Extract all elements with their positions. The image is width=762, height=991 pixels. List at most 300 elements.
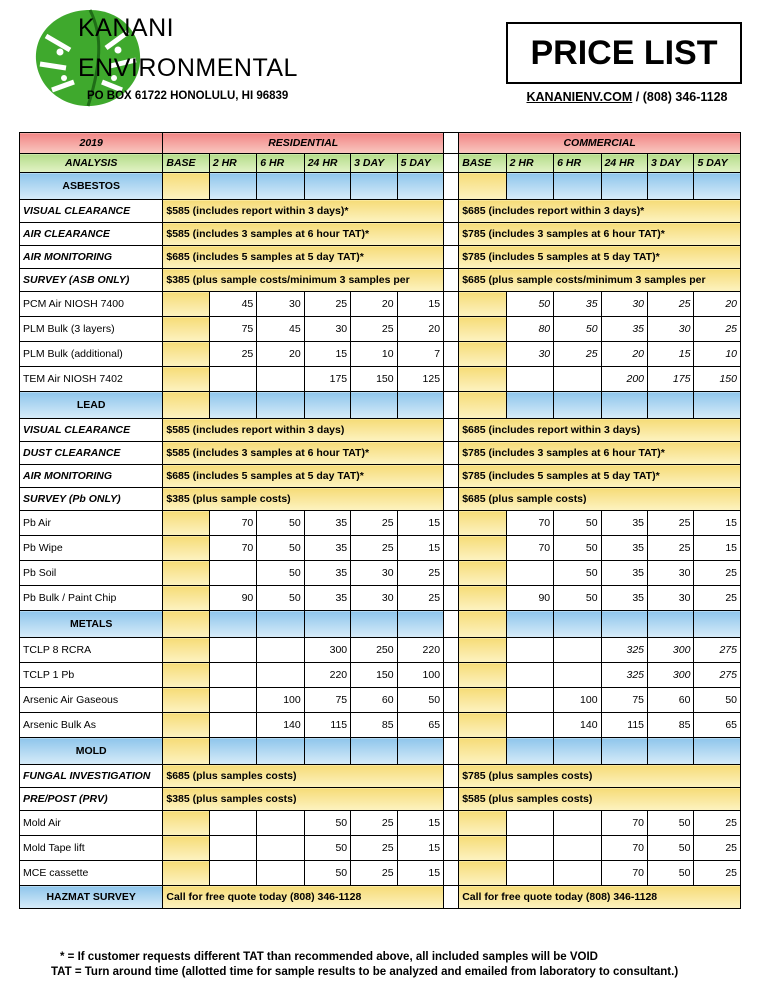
commercial-price-cell: 50 — [694, 688, 741, 713]
price-table-body — [20, 133, 741, 909]
commercial-service-price: $585 (plus samples costs) — [459, 788, 741, 811]
gap-cell — [444, 154, 459, 173]
residential-price-cell — [209, 663, 256, 688]
commercial-price-cell: 325 — [601, 663, 647, 688]
section-res-cell — [209, 392, 256, 419]
residential-price-cell: 30 — [351, 561, 397, 586]
section-res-cell — [304, 173, 350, 200]
section-row — [20, 611, 741, 638]
section-com-cell — [694, 392, 741, 419]
gap-cell — [444, 173, 459, 200]
commercial-price-cell: 115 — [601, 713, 647, 738]
commercial-price-cell: 10 — [694, 342, 741, 367]
section-com-cell — [694, 611, 741, 638]
com-column-header: 5 DAY — [694, 154, 741, 173]
residential-price-cell — [163, 292, 209, 317]
residential-price-cell: 60 — [351, 688, 397, 713]
commercial-price-cell: 25 — [694, 317, 741, 342]
gap-cell — [444, 611, 459, 638]
commercial-price-cell: 100 — [554, 688, 601, 713]
commercial-header: COMMERCIAL — [459, 133, 741, 154]
residential-price-cell — [163, 536, 209, 561]
residential-price-cell: 50 — [304, 836, 350, 861]
commercial-price-cell: 30 — [648, 586, 694, 611]
section-res-cell — [209, 738, 256, 765]
residential-service-price: $585 (includes report within 3 days)* — [163, 200, 444, 223]
commercial-price-cell — [506, 836, 553, 861]
gap-cell — [444, 788, 459, 811]
commercial-price-cell — [459, 638, 506, 663]
gap-cell — [444, 765, 459, 788]
service-row — [20, 488, 741, 511]
commercial-price-cell — [459, 317, 506, 342]
gap-cell — [444, 638, 459, 663]
residential-price-cell: 30 — [257, 292, 304, 317]
website-link[interactable]: KANANIENV.COM — [526, 90, 633, 104]
commercial-price-cell — [459, 663, 506, 688]
section-res-cell — [163, 611, 209, 638]
commercial-price-cell: 20 — [601, 342, 647, 367]
residential-price-cell: 15 — [397, 836, 443, 861]
section-com-cell — [506, 611, 553, 638]
page-title: PRICE LIST — [506, 22, 742, 84]
contact-separator: / — [632, 90, 643, 104]
gap-cell — [444, 861, 459, 886]
item-name: MCE cassette — [20, 861, 163, 886]
commercial-price-cell: 35 — [601, 511, 647, 536]
commercial-price-cell: 85 — [648, 713, 694, 738]
commercial-price-cell: 25 — [648, 536, 694, 561]
service-row — [20, 788, 741, 811]
residential-price-cell — [257, 811, 304, 836]
section-com-cell — [459, 738, 506, 765]
residential-price-cell: 35 — [304, 586, 350, 611]
section-com-cell — [506, 173, 553, 200]
gap-cell — [444, 200, 459, 223]
residential-price-cell: 25 — [351, 861, 397, 886]
residential-service-price: $685 (plus samples costs) — [163, 765, 444, 788]
residential-price-cell: 125 — [397, 367, 443, 392]
section-res-cell — [351, 611, 397, 638]
residential-price-cell: 25 — [397, 586, 443, 611]
residential-price-cell: 75 — [209, 317, 256, 342]
gap-cell — [444, 419, 459, 442]
residential-price-cell: 25 — [351, 317, 397, 342]
residential-price-cell — [163, 638, 209, 663]
res-column-header: 6 HR — [257, 154, 304, 173]
service-row — [20, 200, 741, 223]
gap-cell — [444, 836, 459, 861]
service-label: AIR MONITORING — [20, 246, 163, 269]
residential-price-cell: 300 — [304, 638, 350, 663]
residential-price-cell: 15 — [304, 342, 350, 367]
res-column-header: 24 HR — [304, 154, 350, 173]
residential-price-cell: 50 — [257, 511, 304, 536]
commercial-price-cell: 70 — [601, 836, 647, 861]
residential-price-cell: 20 — [257, 342, 304, 367]
residential-price-cell: 50 — [304, 861, 350, 886]
gap-cell — [444, 811, 459, 836]
company-name-line2: ENVIRONMENTAL — [78, 54, 298, 82]
section-res-cell — [304, 738, 350, 765]
section-res-cell — [209, 173, 256, 200]
commercial-price-cell: 150 — [694, 367, 741, 392]
header-row-columns — [20, 154, 741, 173]
section-title: ASBESTOS — [20, 173, 163, 200]
contact-line — [512, 90, 742, 104]
gap-cell — [444, 561, 459, 586]
service-row — [20, 419, 741, 442]
section-res-cell — [351, 392, 397, 419]
residential-price-cell: 115 — [304, 713, 350, 738]
residential-price-cell: 220 — [397, 638, 443, 663]
item-row — [20, 638, 741, 663]
residential-price-cell — [163, 836, 209, 861]
item-row — [20, 713, 741, 738]
commercial-price-cell: 75 — [601, 688, 647, 713]
item-name: Pb Bulk / Paint Chip — [20, 586, 163, 611]
section-com-cell — [554, 738, 601, 765]
gap-cell — [444, 292, 459, 317]
section-row — [20, 392, 741, 419]
commercial-price-cell — [506, 811, 553, 836]
gap-cell — [444, 738, 459, 765]
residential-price-cell — [257, 663, 304, 688]
item-name: TEM Air NIOSH 7402 — [20, 367, 163, 392]
commercial-price-cell — [459, 511, 506, 536]
service-row — [20, 246, 741, 269]
residential-price-cell — [209, 836, 256, 861]
commercial-price-cell: 35 — [601, 561, 647, 586]
res-column-header: 2 HR — [209, 154, 256, 173]
item-name: Mold Air — [20, 811, 163, 836]
residential-price-cell: 250 — [351, 638, 397, 663]
gap-cell — [444, 536, 459, 561]
residential-price-cell: 30 — [304, 317, 350, 342]
item-name: Mold Tape lift — [20, 836, 163, 861]
residential-price-cell: 45 — [257, 317, 304, 342]
commercial-price-cell: 50 — [554, 317, 601, 342]
residential-price-cell — [163, 713, 209, 738]
commercial-price-cell: 20 — [694, 292, 741, 317]
residential-service-price: $385 (plus sample costs/minimum 3 samples per — [163, 269, 444, 292]
gap-cell — [444, 465, 459, 488]
commercial-price-cell: 70 — [601, 811, 647, 836]
residential-price-cell: 35 — [304, 561, 350, 586]
residential-header: RESIDENTIAL — [163, 133, 444, 154]
residential-price-cell — [163, 586, 209, 611]
commercial-service-price: $685 (includes report within 3 days)* — [459, 200, 741, 223]
item-name: Pb Soil — [20, 561, 163, 586]
residential-price-cell — [163, 663, 209, 688]
phone-number: (808) 346-1128 — [642, 90, 728, 104]
section-res-cell — [397, 611, 443, 638]
residential-price-cell: 30 — [351, 586, 397, 611]
residential-price-cell: 50 — [257, 586, 304, 611]
residential-price-cell: 15 — [397, 811, 443, 836]
section-res-cell — [163, 392, 209, 419]
commercial-price-cell: 50 — [554, 586, 601, 611]
section-com-cell — [648, 611, 694, 638]
residential-service-price: $585 (includes 3 samples at 6 hour TAT)* — [163, 223, 444, 246]
residential-price-cell: 75 — [304, 688, 350, 713]
commercial-service-price: $785 (includes 3 samples at 6 hour TAT)* — [459, 223, 741, 246]
section-res-cell — [351, 173, 397, 200]
commercial-price-cell: 60 — [648, 688, 694, 713]
hazmat-row — [20, 886, 741, 909]
commercial-price-cell: 25 — [694, 561, 741, 586]
residential-price-cell — [209, 561, 256, 586]
residential-price-cell — [163, 342, 209, 367]
gap-cell — [444, 688, 459, 713]
commercial-price-cell — [506, 663, 553, 688]
residential-price-cell — [209, 811, 256, 836]
commercial-price-cell: 35 — [554, 292, 601, 317]
gap-cell — [444, 246, 459, 269]
year-cell: 2019 — [20, 133, 163, 154]
gap-cell — [444, 663, 459, 688]
commercial-service-price: $785 (includes 5 samples at 5 day TAT)* — [459, 246, 741, 269]
section-res-cell — [257, 738, 304, 765]
commercial-price-cell — [459, 811, 506, 836]
residential-service-price: $585 (includes 3 samples at 6 hour TAT)* — [163, 442, 444, 465]
section-com-cell — [554, 611, 601, 638]
residential-service-price: $585 (includes report within 3 days) — [163, 419, 444, 442]
service-row — [20, 269, 741, 292]
commercial-price-cell — [554, 811, 601, 836]
residential-price-cell — [163, 511, 209, 536]
item-row — [20, 561, 741, 586]
residential-price-cell — [257, 367, 304, 392]
residential-service-price: $385 (plus samples costs) — [163, 788, 444, 811]
residential-price-cell: 100 — [397, 663, 443, 688]
residential-price-cell: 25 — [304, 292, 350, 317]
commercial-price-cell: 25 — [648, 292, 694, 317]
item-row — [20, 663, 741, 688]
gap-cell — [444, 269, 459, 292]
gap-cell — [444, 511, 459, 536]
residential-price-cell: 25 — [351, 836, 397, 861]
item-row — [20, 536, 741, 561]
gap-cell — [444, 886, 459, 909]
service-label: AIR CLEARANCE — [20, 223, 163, 246]
section-res-cell — [351, 738, 397, 765]
residential-price-cell: 35 — [304, 511, 350, 536]
residential-price-cell: 25 — [209, 342, 256, 367]
gap-cell — [444, 342, 459, 367]
commercial-price-cell — [459, 713, 506, 738]
residential-price-cell: 175 — [304, 367, 350, 392]
commercial-price-cell — [554, 638, 601, 663]
residential-service-price: $685 (includes 5 samples at 5 day TAT)* — [163, 465, 444, 488]
commercial-price-cell — [554, 861, 601, 886]
commercial-price-cell: 140 — [554, 713, 601, 738]
residential-price-cell: 50 — [304, 811, 350, 836]
residential-price-cell — [209, 367, 256, 392]
commercial-price-cell: 35 — [601, 586, 647, 611]
gap-cell — [444, 317, 459, 342]
residential-price-cell: 150 — [351, 663, 397, 688]
commercial-price-cell: 30 — [648, 317, 694, 342]
residential-price-cell: 150 — [351, 367, 397, 392]
residential-price-cell: 50 — [257, 536, 304, 561]
residential-price-cell: 35 — [304, 536, 350, 561]
res-column-header: 3 DAY — [351, 154, 397, 173]
section-com-cell — [648, 738, 694, 765]
commercial-price-cell — [459, 561, 506, 586]
section-com-cell — [601, 173, 647, 200]
item-row — [20, 586, 741, 611]
service-label: VISUAL CLEARANCE — [20, 419, 163, 442]
residential-price-cell — [257, 638, 304, 663]
item-row — [20, 292, 741, 317]
residential-price-cell: 15 — [397, 536, 443, 561]
commercial-price-cell — [506, 861, 553, 886]
company-address: PO BOX 61722 HONOLULU, HI 96839 — [87, 90, 289, 102]
section-com-cell — [506, 738, 553, 765]
commercial-price-cell: 50 — [648, 861, 694, 886]
res-column-header: 5 DAY — [397, 154, 443, 173]
section-com-cell — [554, 173, 601, 200]
commercial-service-price: $785 (plus samples costs) — [459, 765, 741, 788]
commercial-price-cell — [459, 586, 506, 611]
gap-cell — [444, 442, 459, 465]
service-label: PRE/POST (PRV) — [20, 788, 163, 811]
header-row-year — [20, 133, 741, 154]
residential-service-price: $385 (plus sample costs) — [163, 488, 444, 511]
commercial-price-cell: 15 — [694, 536, 741, 561]
residential-price-cell — [257, 861, 304, 886]
commercial-price-cell: 25 — [694, 836, 741, 861]
section-res-cell — [257, 611, 304, 638]
footnote-void: * = If customer requests different TAT than recommended above, all included samples will be VOID — [60, 951, 598, 963]
commercial-price-cell — [506, 367, 553, 392]
section-res-cell — [304, 611, 350, 638]
commercial-price-cell: 80 — [506, 317, 553, 342]
commercial-price-cell: 275 — [694, 663, 741, 688]
commercial-price-cell: 50 — [554, 561, 601, 586]
residential-price-cell — [163, 811, 209, 836]
item-row — [20, 317, 741, 342]
item-row — [20, 511, 741, 536]
commercial-price-cell — [554, 367, 601, 392]
section-title: LEAD — [20, 392, 163, 419]
residential-price-cell: 15 — [397, 292, 443, 317]
section-com-cell — [694, 738, 741, 765]
section-title: METALS — [20, 611, 163, 638]
commercial-price-cell: 25 — [694, 861, 741, 886]
item-row — [20, 688, 741, 713]
service-label: AIR MONITORING — [20, 465, 163, 488]
item-name: PLM Bulk (3 layers) — [20, 317, 163, 342]
commercial-price-cell: 65 — [694, 713, 741, 738]
commercial-price-cell: 25 — [694, 811, 741, 836]
res-column-header: BASE — [163, 154, 209, 173]
residential-price-cell — [163, 561, 209, 586]
gap-cell — [444, 367, 459, 392]
section-res-cell — [397, 738, 443, 765]
residential-price-cell: 15 — [397, 861, 443, 886]
commercial-price-cell: 50 — [554, 536, 601, 561]
commercial-price-cell — [554, 663, 601, 688]
residential-price-cell — [163, 861, 209, 886]
gap-cell — [444, 586, 459, 611]
section-com-cell — [459, 173, 506, 200]
residential-price-cell — [163, 367, 209, 392]
com-column-header: BASE — [459, 154, 506, 173]
section-com-cell — [554, 392, 601, 419]
section-com-cell — [648, 392, 694, 419]
commercial-price-cell — [506, 561, 553, 586]
service-row — [20, 223, 741, 246]
price-table — [19, 132, 741, 909]
commercial-price-cell — [459, 342, 506, 367]
section-com-cell — [601, 738, 647, 765]
commercial-price-cell: 70 — [506, 536, 553, 561]
commercial-hazmat-quote: Call for free quote today (808) 346-1128 — [459, 886, 741, 909]
commercial-price-cell — [459, 688, 506, 713]
residential-price-cell: 220 — [304, 663, 350, 688]
commercial-price-cell: 275 — [694, 638, 741, 663]
commercial-price-cell: 50 — [506, 292, 553, 317]
com-column-header: 2 HR — [506, 154, 553, 173]
residential-price-cell: 100 — [257, 688, 304, 713]
section-res-cell — [163, 738, 209, 765]
item-name: TCLP 8 RCRA — [20, 638, 163, 663]
commercial-price-cell — [459, 861, 506, 886]
residential-price-cell: 45 — [209, 292, 256, 317]
item-name: Pb Wipe — [20, 536, 163, 561]
section-com-cell — [694, 173, 741, 200]
commercial-price-cell: 70 — [506, 511, 553, 536]
item-name: TCLP 1 Pb — [20, 663, 163, 688]
section-row — [20, 173, 741, 200]
residential-price-cell — [257, 836, 304, 861]
service-label: SURVEY (ASB ONLY) — [20, 269, 163, 292]
commercial-price-cell: 50 — [554, 511, 601, 536]
residential-price-cell: 25 — [351, 811, 397, 836]
commercial-price-cell — [506, 688, 553, 713]
section-title: MOLD — [20, 738, 163, 765]
section-com-cell — [459, 392, 506, 419]
section-res-cell — [257, 173, 304, 200]
item-row — [20, 342, 741, 367]
commercial-price-cell — [459, 836, 506, 861]
item-row — [20, 836, 741, 861]
section-com-cell — [648, 173, 694, 200]
gap-cell — [444, 392, 459, 419]
section-res-cell — [304, 392, 350, 419]
residential-price-cell: 10 — [351, 342, 397, 367]
service-row — [20, 765, 741, 788]
residential-price-cell — [209, 688, 256, 713]
commercial-service-price: $785 (includes 5 samples at 5 day TAT)* — [459, 465, 741, 488]
residential-price-cell — [209, 638, 256, 663]
gap-cell — [444, 713, 459, 738]
residential-price-cell: 50 — [397, 688, 443, 713]
commercial-price-cell: 50 — [648, 811, 694, 836]
commercial-price-cell — [554, 836, 601, 861]
commercial-price-cell: 325 — [601, 638, 647, 663]
item-name: Arsenic Bulk As — [20, 713, 163, 738]
residential-price-cell: 25 — [351, 536, 397, 561]
residential-price-cell: 20 — [351, 292, 397, 317]
com-column-header: 3 DAY — [648, 154, 694, 173]
commercial-service-price: $685 (plus sample costs/minimum 3 samples per — [459, 269, 741, 292]
item-row — [20, 367, 741, 392]
com-column-header: 6 HR — [554, 154, 601, 173]
gap-cell — [444, 488, 459, 511]
